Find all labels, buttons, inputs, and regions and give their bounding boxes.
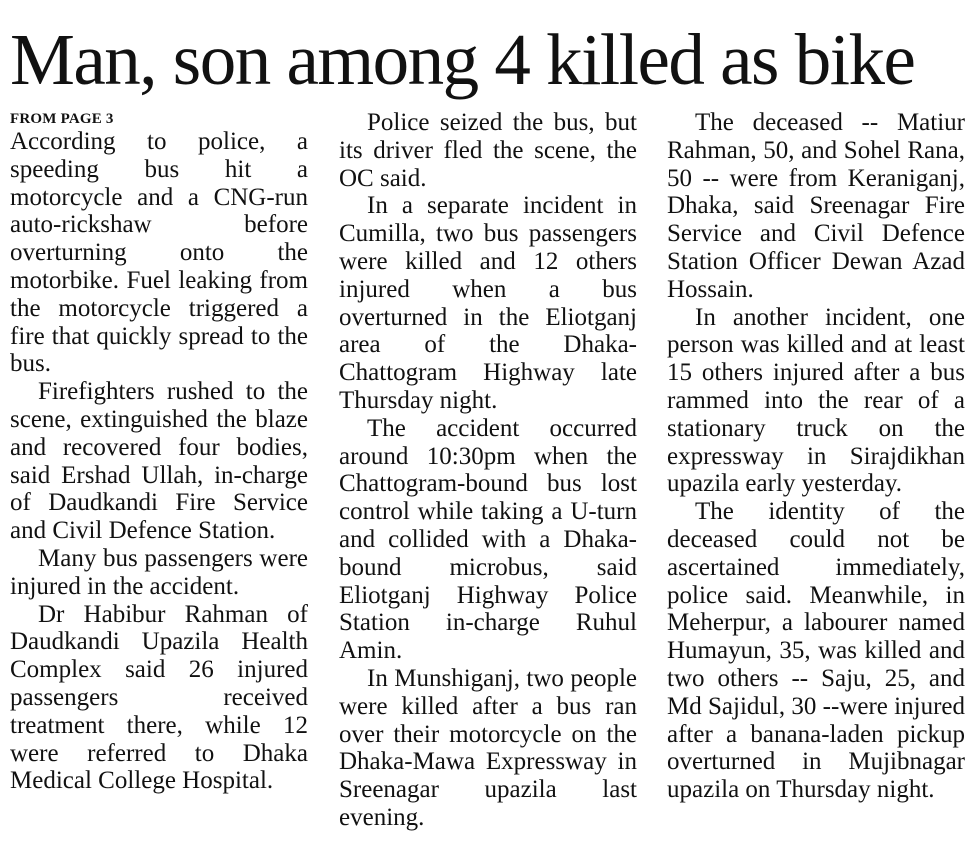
- paragraph: Firefighters rushed to the scene, extinguished the blaze and recovered four bodies, said Ershad Ullah, in-charge of Daudkandi Fire Service and Civil Defence Station.: [10, 378, 308, 545]
- continuation-kicker: FROM PAGE 3: [10, 111, 114, 127]
- paragraph: Many bus passengers were injured in the accident.: [10, 544, 308, 600]
- paragraph: In a separate incident in Cumilla, two bus passengers were killed and 12 others injured when a bus overturned in the Eliotganj area of the Dhaka-Chattogram Highway late Thursday night.: [339, 192, 637, 414]
- article-column-3: [667, 108, 965, 804]
- article-column-2: [339, 108, 637, 832]
- paragraph: Dr Habibur Rahman of Daudkandi Upazila Health Complex said 26 injured passengers received treatment there, while 12 were referred to Dhaka Medical College Hospital.: [10, 600, 308, 795]
- paragraph: The identity of the deceased could not be ascertained immediately, police said. Meanwhile, in Meherpur, a labourer named Humayun, 35, was killed and two others -- Saju, 25, and Md Sajidul, 30 --were injured after a banana-laden pickup overturned in Mujibnagar upazila on Thursday night.: [667, 498, 965, 804]
- headline: Man, son among 4 killed as bike: [10, 19, 915, 100]
- paragraph: The deceased -- Matiur Rahman, 50, and Sohel Rana, 50 -- were from Keraniganj, Dhaka, said Sreenagar Fire Service and Civil Defence Station Officer Dewan Azad Hossain.: [667, 109, 965, 303]
- paragraph: According to police, a speeding bus hit a motorcycle and a CNG-run auto-rickshaw before overturning onto the motorbike. Fuel leaking from the motorcycle triggered a fire that quickly spread to the bus.: [10, 128, 308, 378]
- paragraph: The accident occurred around 10:30pm when the Chattogram-bound bus lost control while taking a U-turn and collided with a Dhaka-bound microbus, said Eliotganj Highway Police Station in-charge Ruhul Amin.: [339, 414, 637, 665]
- paragraph: Police seized the bus, but its driver fled the scene, the OC said.: [339, 109, 637, 192]
- paragraph: In Munshiganj, two people were killed after a bus ran over their motorcycle on the Dhaka-Mawa Expressway in Sreenagar upazila last evening.: [339, 664, 637, 831]
- article-column-1: [10, 108, 308, 795]
- paragraph: In another incident, one person was killed and at least 15 others injured after a bus rammed into the rear of a stationary truck on the expressway in Sirajdikhan upazila early yesterday.: [667, 303, 965, 498]
